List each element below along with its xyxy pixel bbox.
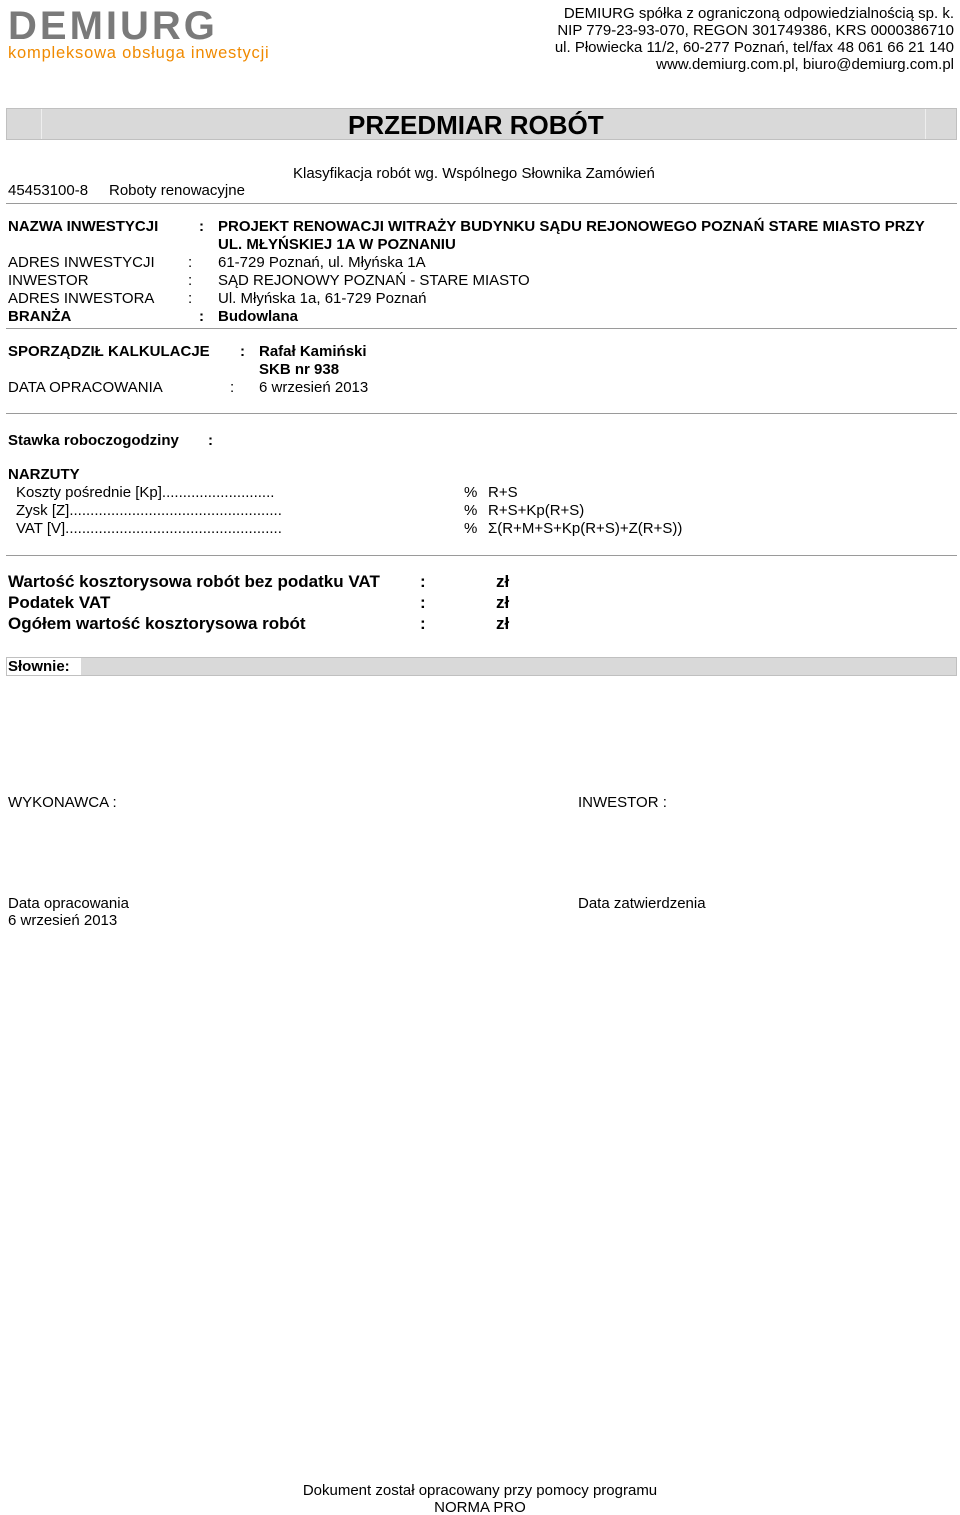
author-label: SPORZĄDZIŁ KALKULACJE bbox=[8, 343, 210, 360]
net-value-currency: zł bbox=[496, 572, 510, 591]
surcharges-label: NARZUTY bbox=[8, 466, 80, 483]
surcharge-vat-label: VAT [V].................................................... bbox=[16, 520, 282, 537]
net-value-colon: : bbox=[420, 572, 426, 591]
author-colon: : bbox=[240, 343, 245, 360]
divider bbox=[6, 328, 957, 329]
investment-name-colon: : bbox=[199, 218, 204, 235]
company-contact: www.demiurg.com.pl, biuro@demiurg.com.pl bbox=[656, 56, 954, 73]
investor-address-value: Ul. Młyńska 1a, 61-729 Poznań bbox=[218, 290, 427, 307]
investment-name-value-2: UL. MŁYŃSKIEJ 1A W POZNANIU bbox=[218, 236, 456, 253]
page-title: PRZEDMIAR ROBÓT bbox=[348, 110, 604, 140]
prepared-date-value: 6 wrzesień 2013 bbox=[8, 912, 118, 929]
investor-label: INWESTOR bbox=[8, 272, 89, 289]
investor-signature-label: INWESTOR : bbox=[578, 794, 667, 811]
author-name: Rafał Kamiński bbox=[259, 343, 367, 360]
contractor-signature-label: WYKONAWCA : bbox=[8, 794, 117, 811]
date-value: 6 wrzesień 2013 bbox=[259, 379, 369, 396]
investor-value: SĄD REJONOWY POZNAŃ - STARE MIASTO bbox=[218, 272, 530, 289]
footer-line-2: NORMA PRO bbox=[434, 1499, 526, 1515]
divider bbox=[6, 555, 957, 556]
branch-value: Budowlana bbox=[218, 308, 299, 325]
branch-colon: : bbox=[199, 308, 204, 325]
surcharge-kp-unit: % bbox=[464, 484, 478, 501]
classification-name: Roboty renowacyjne bbox=[109, 182, 245, 199]
investment-address-label: ADRES INWESTYCJI bbox=[8, 254, 155, 271]
vat-colon: : bbox=[420, 593, 426, 612]
gross-value-currency: zł bbox=[496, 614, 510, 633]
author-license: SKB nr 938 bbox=[259, 361, 340, 378]
investor-address-colon: : bbox=[188, 290, 193, 307]
branch-label: BRANŻA bbox=[8, 308, 72, 325]
company-address: ul. Płowiecka 11/2, 60-277 Poznań, tel/fax 48 061 66 21 140 bbox=[554, 39, 954, 56]
surcharge-z-label: Zysk [Z]................................................... bbox=[16, 502, 282, 519]
investment-address-colon: : bbox=[188, 254, 193, 271]
surcharge-kp-label: Koszty pośrednie [Kp]........................... bbox=[16, 484, 275, 501]
company-logo bbox=[8, 6, 288, 60]
investment-address-value: 61-729 Poznań, ul. Młyńska 1A bbox=[218, 254, 426, 271]
words-bar bbox=[6, 657, 957, 676]
investment-name-value-1: PROJEKT RENOWACJI WITRAŻY BUDYNKU SĄDU REJONOWEGO POZNAŃ STARE MIASTO PRZY bbox=[218, 218, 925, 235]
divider bbox=[6, 413, 957, 414]
investment-name-label: NAZWA INWESTYCJI bbox=[8, 218, 159, 235]
words-label: Słownie: bbox=[8, 658, 70, 675]
net-value-label: Wartość kosztorysowa robót bez podatku VAT bbox=[8, 572, 380, 591]
classification-label: Klasyfikacja robót wg. Wspólnego Słownika Zamówień bbox=[293, 165, 655, 182]
divider bbox=[6, 203, 957, 204]
vat-currency: zł bbox=[496, 593, 510, 612]
surcharge-kp-formula: R+S bbox=[488, 484, 518, 501]
surcharge-vat-formula: Σ(R+M+S+Kp(R+S)+Z(R+S)) bbox=[488, 520, 683, 537]
vat-label: Podatek VAT bbox=[8, 593, 111, 612]
footer-line-1: Dokument został opracowany przy pomocy programu bbox=[302, 1482, 658, 1499]
investor-colon: : bbox=[188, 272, 193, 289]
gross-value-colon: : bbox=[420, 614, 426, 633]
date-colon: : bbox=[230, 379, 235, 396]
prepared-date-label: Data opracowania bbox=[8, 895, 129, 912]
hourly-rate-colon: : bbox=[208, 432, 213, 449]
company-registration: NIP 779-23-93-070, REGON 301749386, KRS 0000386710 bbox=[557, 22, 954, 39]
investor-address-label: ADRES INWESTORA bbox=[8, 290, 155, 307]
date-label: DATA OPRACOWANIA bbox=[8, 379, 163, 396]
approved-date-label: Data zatwierdzenia bbox=[578, 895, 706, 912]
logo-tagline: kompleksowa obsługa inwestycji bbox=[8, 44, 270, 62]
classification-code: 45453100-8 bbox=[8, 182, 89, 199]
logo-wordmark: DEMIURG bbox=[8, 4, 218, 48]
hourly-rate-label: Stawka roboczogodziny bbox=[8, 432, 179, 449]
surcharge-z-formula: R+S+Kp(R+S) bbox=[488, 502, 585, 519]
gross-value-label: Ogółem wartość kosztorysowa robót bbox=[8, 614, 306, 633]
surcharge-vat-unit: % bbox=[464, 520, 478, 537]
company-name: DEMIURG spółka z ograniczoną odpowiedzialnością sp. k. bbox=[563, 5, 954, 22]
surcharge-z-unit: % bbox=[464, 502, 478, 519]
